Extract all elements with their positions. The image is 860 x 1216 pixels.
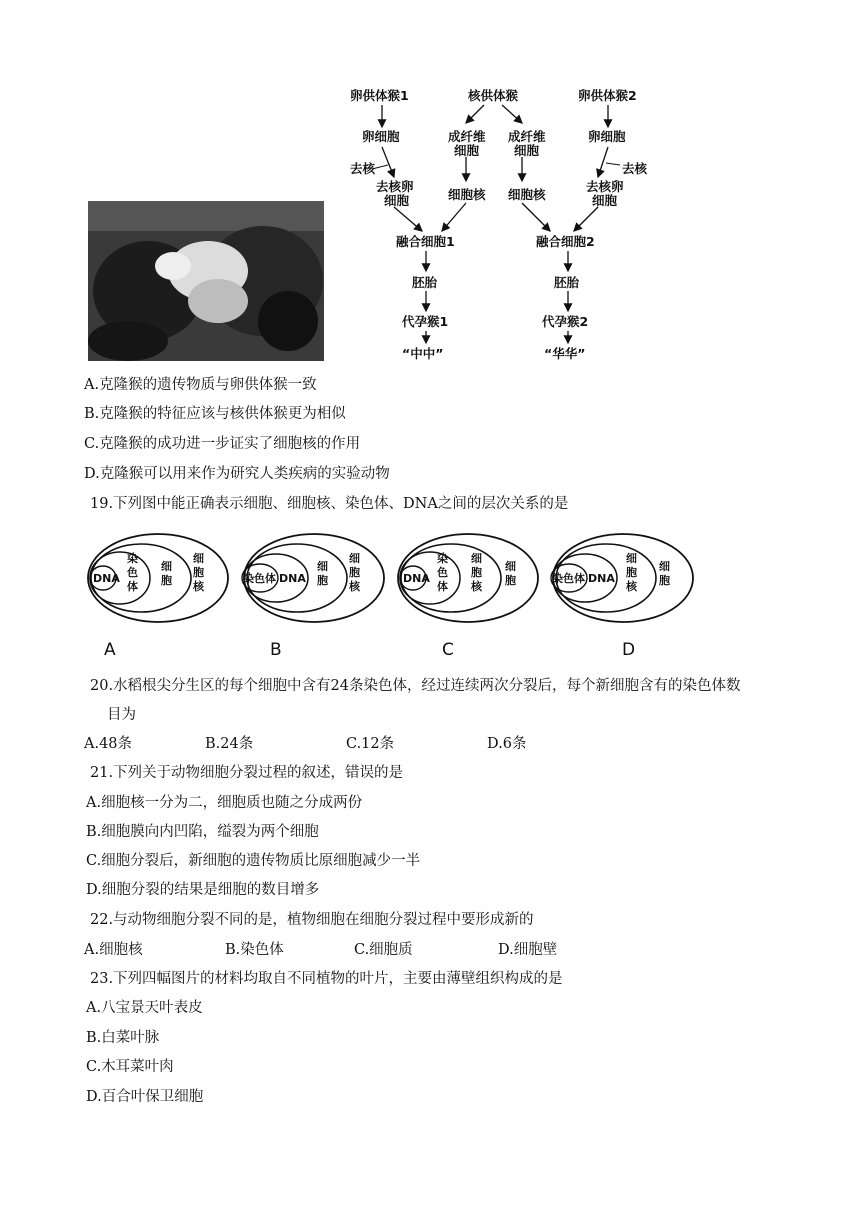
q22-option-d: D.细胞壁	[498, 942, 558, 958]
fc-embryo-2: 胚胎	[554, 275, 580, 290]
cloned-monkeys-photo	[88, 201, 324, 361]
d-l1: 染色体	[552, 572, 585, 585]
q21-stem: 21.下列关于动物细胞分裂过程的叙述，错误的是	[90, 765, 404, 781]
fc-fused-cell-2: 融合细胞2	[536, 234, 595, 249]
fc-donor-egg-2: 卵供体猴2	[578, 88, 637, 103]
fc-fibroblast-1-b: 细胞	[454, 143, 480, 158]
q21-option-a: A.细胞核一分为二，细胞质也随之分成两份	[86, 795, 363, 811]
q20-stem-line2: 目为	[107, 707, 136, 723]
fc-fibroblast-1-a: 成纤维	[448, 129, 486, 144]
d-l3-0: 细	[626, 552, 637, 565]
a-l2-2: 体	[127, 580, 138, 593]
b-l2: DNA	[279, 572, 306, 585]
fc-result-1: “中中”	[402, 346, 444, 361]
q22-option-a: A.细胞核	[84, 942, 143, 958]
c-l4-1: 胞	[505, 574, 516, 587]
q20-option-c: C.12条	[346, 736, 395, 752]
q21-option-d: D.细胞分裂的结果是细胞的数目增多	[86, 882, 320, 898]
b-l4-1: 胞	[349, 566, 360, 579]
fc-surrogate-2: 代孕猴2	[542, 314, 589, 329]
q19-diagram-c	[398, 534, 538, 622]
fc-enucleated-egg-2-b: 细胞	[592, 193, 618, 208]
q20-option-a: A.48条	[84, 736, 133, 752]
a-l4-0: 细	[193, 552, 204, 565]
d-l4-1: 胞	[659, 574, 670, 587]
fc-enucleated-egg-2-a: 去核卵	[586, 179, 624, 194]
fc-donor-nucleus: 核供体猴	[468, 88, 519, 103]
q19-diagrams	[85, 526, 705, 626]
c-l3-0: 细	[471, 552, 482, 565]
q23-option-d: D.百合叶保卫细胞	[86, 1089, 204, 1105]
q19-stem: 19.下列图中能正确表示细胞、细胞核、染色体、DNA之间的层次关系的是	[90, 496, 569, 512]
b-l4-0: 细	[349, 552, 360, 565]
q20-option-d: D.6条	[487, 736, 527, 752]
fc-surrogate-1: 代孕猴1	[402, 314, 449, 329]
a-l3-0: 细	[161, 560, 172, 573]
b-l3-1: 胞	[317, 574, 328, 587]
fc-embryo-1: 胚胎	[412, 275, 438, 290]
fc-enucleated-egg-1-b: 细胞	[384, 193, 410, 208]
d-l2: DNA	[588, 572, 615, 585]
fc-egg-cell-2: 卵细胞	[588, 129, 626, 144]
q18-option-c: C.克隆猴的成功进一步证实了细胞核的作用	[84, 436, 361, 452]
q19-label-d: D	[622, 640, 636, 660]
q23-option-b: B.白菜叶脉	[86, 1030, 160, 1046]
c-l3-2: 核	[471, 580, 482, 593]
q23-stem: 23.下列四幅图片的材料均取自不同植物的叶片，主要由薄壁组织构成的是	[90, 971, 563, 987]
fc-enucleate-1: 去核	[350, 161, 376, 176]
c-l1: DNA	[403, 572, 430, 585]
b-l3-0: 细	[317, 560, 328, 573]
fc-nucleus-1: 细胞核	[448, 187, 486, 202]
q19-label-b: B	[270, 640, 282, 660]
fc-nucleus-2: 细胞核	[508, 187, 546, 202]
fc-fibroblast-2-a: 成纤维	[508, 129, 546, 144]
q22-option-c: C.细胞质	[354, 942, 413, 958]
fc-egg-cell-1: 卵细胞	[362, 129, 400, 144]
d-l3-1: 胞	[626, 566, 637, 579]
q20-option-b: B.24条	[205, 736, 254, 752]
a-l4-2: 核	[193, 580, 204, 593]
q19-label-c: C	[442, 640, 454, 660]
fc-donor-egg-1: 卵供体猴1	[350, 88, 409, 103]
a-l3-1: 胞	[161, 574, 172, 587]
a-l1: DNA	[93, 572, 120, 585]
fc-enucleate-2: 去核	[622, 161, 648, 176]
q21-option-c: C.细胞分裂后，新细胞的遗传物质比原细胞减少一半	[86, 853, 421, 869]
a-l4-1: 胞	[193, 566, 204, 579]
q18-option-d: D.克隆猴可以用来作为研究人类疾病的实验动物	[84, 466, 390, 482]
c-l2-1: 色	[437, 566, 448, 579]
q23-option-c: C.木耳菜叶肉	[86, 1059, 174, 1075]
c-l4-0: 细	[505, 560, 516, 573]
c-l3-1: 胞	[471, 566, 482, 579]
q18-option-b: B.克隆猴的特征应该与核供体猴更为相似	[84, 406, 346, 422]
d-l3-2: 核	[626, 580, 637, 593]
a-l2-0: 染	[127, 552, 138, 565]
fc-enucleated-egg-1-a: 去核卵	[376, 179, 414, 194]
fc-fused-cell-1: 融合细胞1	[396, 234, 455, 249]
c-l2-0: 染	[437, 552, 448, 565]
d-l4-0: 细	[659, 560, 670, 573]
cloning-flowchart	[350, 85, 680, 365]
q19-diagram-d	[551, 534, 693, 622]
c-l2-2: 体	[437, 580, 448, 593]
q21-option-b: B.细胞膜向内凹陷，缢裂为两个细胞	[86, 824, 319, 840]
q20-stem-line1: 20.水稻根尖分生区的每个细胞中含有24条染色体，经过连续两次分裂后，每个新细胞含有的染色体数	[90, 678, 741, 694]
q22-stem: 22.与动物细胞分裂不同的是，植物细胞在细胞分裂过程中要形成新的	[90, 912, 534, 928]
fc-result-2: “华华”	[544, 346, 586, 361]
a-l2-1: 色	[127, 566, 138, 579]
fc-fibroblast-2-b: 细胞	[514, 143, 540, 158]
q18-option-a: A.克隆猴的遗传物质与卵供体猴一致	[84, 377, 317, 393]
q22-option-b: B.染色体	[225, 942, 284, 958]
q19-diagram-a	[88, 534, 228, 622]
q19-label-a: A	[104, 640, 116, 660]
q19-diagram-b	[242, 534, 384, 622]
q23-option-a: A.八宝景天叶表皮	[86, 1000, 203, 1016]
b-l4-2: 核	[349, 580, 360, 593]
b-l1: 染色体	[243, 572, 276, 585]
